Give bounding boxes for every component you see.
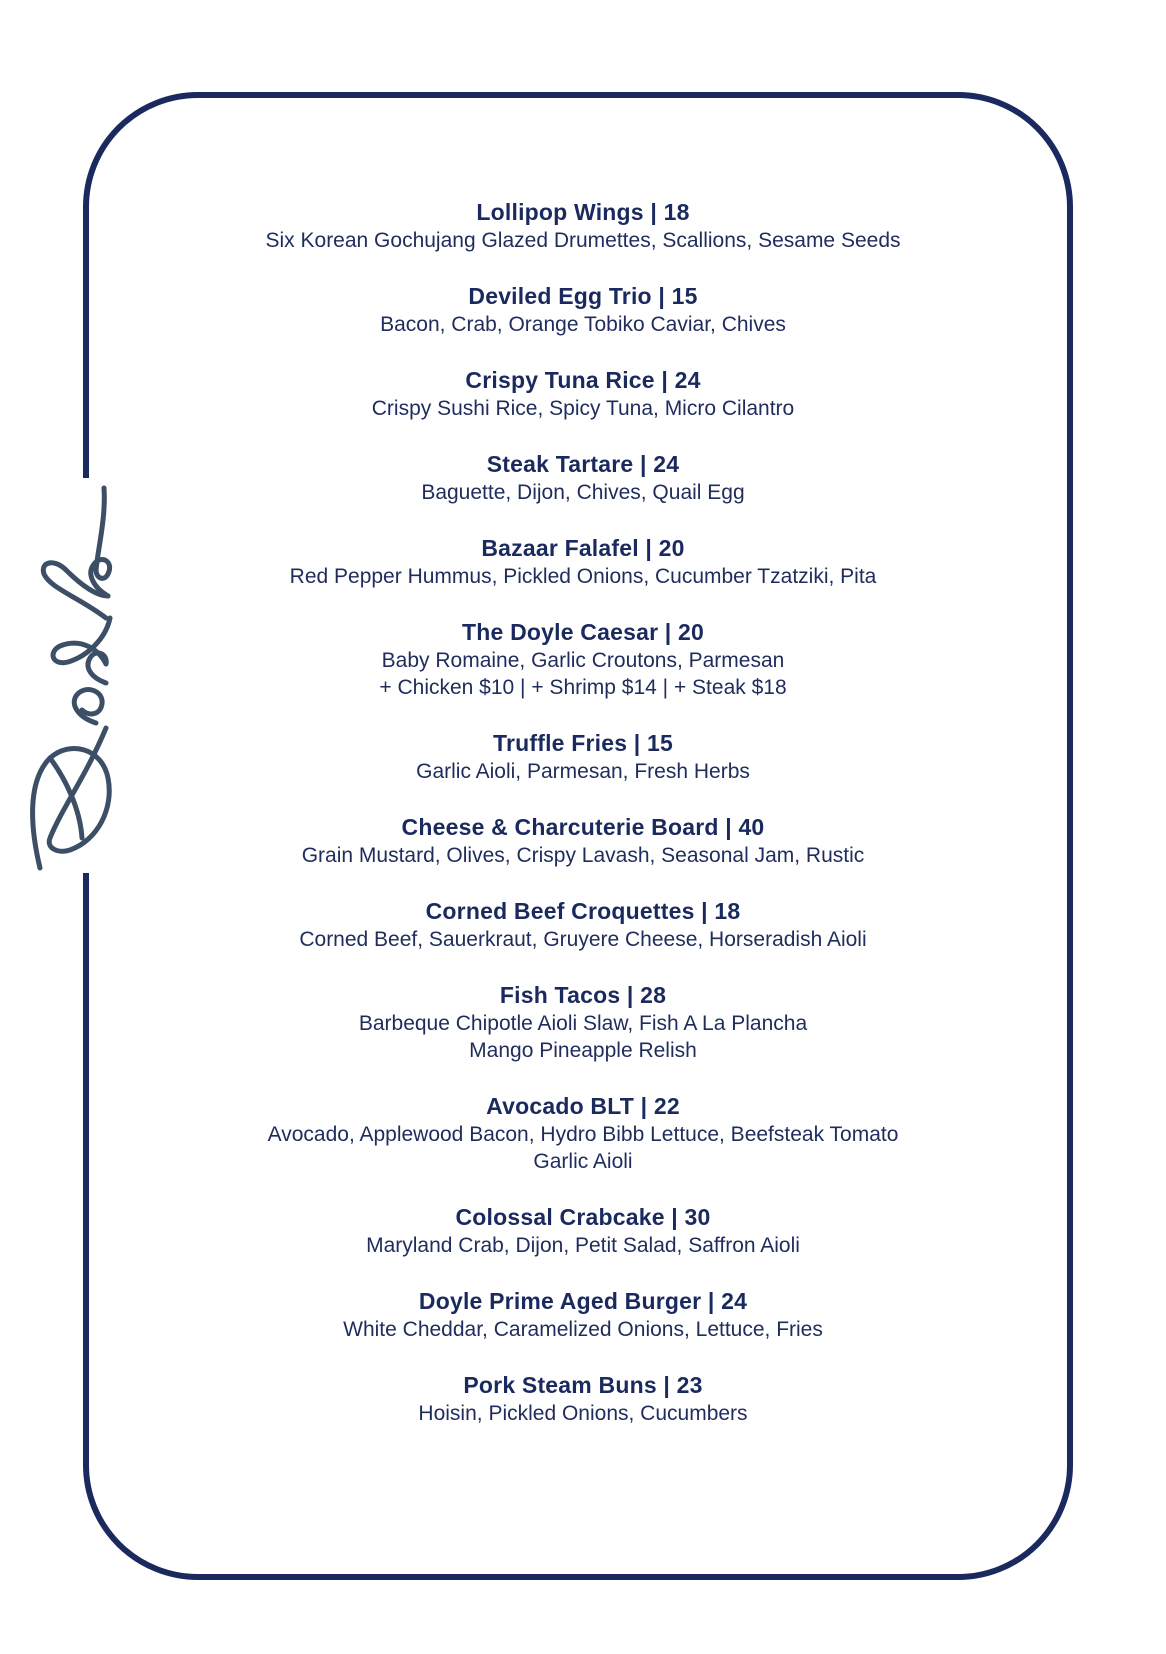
menu-item-title: Truffle Fries | 15 [492,730,674,756]
menu-item-title: Colossal Crabcake | 30 [455,1204,711,1230]
menu-item-description: Grain Mustard, Olives, Crispy Lavash, Seasonal Jam, Rustic [301,844,865,867]
menu-item-lollipop-wings [150,198,1016,282]
menu-item-pork-steam-buns [150,1371,1016,1455]
menu-item-title: Cheese & Charcuterie Board | 40 [401,814,765,840]
menu-item-title: Doyle Prime Aged Burger | 24 [418,1288,748,1314]
menu-list [150,198,1016,1455]
menu-item-addons: + Chicken $10 | + Shrimp $14 | + Steak $18 [379,676,787,699]
menu-item-truffle-fries [150,729,1016,813]
menu-item-corned-beef-croquettes [150,897,1016,981]
menu-item-description: Baby Romaine, Garlic Croutons, Parmesan [381,649,785,672]
menu-item-description: Corned Beef, Sauerkraut, Gruyere Cheese, Horseradish Aioli [299,928,867,951]
menu-item-description: Maryland Crab, Dijon, Petit Salad, Saffron Aioli [366,1234,800,1257]
menu-item-doyle-prime-burger [150,1287,1016,1371]
menu-item-description: Crispy Sushi Rice, Spicy Tuna, Micro Cilantro [371,397,795,420]
menu-item-cheese-charcuterie [150,813,1016,897]
menu-item-title: Bazaar Falafel | 20 [481,535,685,561]
menu-item-title: Fish Tacos | 28 [499,982,667,1008]
menu-item-description: Hoisin, Pickled Onions, Cucumbers [418,1402,748,1425]
menu-item-description: Garlic Aioli, Parmesan, Fresh Herbs [416,760,750,783]
menu-item-fish-tacos [150,981,1016,1092]
menu-item-description: Six Korean Gochujang Glazed Drumettes, Scallions, Sesame Seeds [265,229,901,252]
menu-item-title: Crispy Tuna Rice | 24 [465,367,701,393]
menu-item-description: Red Pepper Hummus, Pickled Onions, Cucumber Tzatziki, Pita [289,565,877,588]
menu-item-title: Avocado BLT | 22 [486,1093,680,1119]
menu-item-doyle-caesar [150,618,1016,729]
menu-item-colossal-crabcake [150,1203,1016,1287]
menu-item-title: Lollipop Wings | 18 [476,199,690,225]
menu-item-avocado-blt [150,1092,1016,1203]
menu-item-description: Barbeque Chipotle Aioli Slaw, Fish A La Plancha [358,1012,808,1035]
menu-item-title: Corned Beef Croquettes | 18 [425,898,741,924]
menu-item-steak-tartare [150,450,1016,534]
menu-item-description-line-2: Mango Pineapple Relish [469,1039,697,1062]
menu-item-description: White Cheddar, Caramelized Onions, Lettuce, Fries [343,1318,823,1341]
menu-item-description: Baguette, Dijon, Chives, Quail Egg [421,481,745,504]
menu-item-description: Avocado, Applewood Bacon, Hydro Bibb Lettuce, Beefsteak Tomato [267,1123,899,1146]
menu-item-description: Bacon, Crab, Orange Tobiko Caviar, Chives [380,313,786,336]
menu-item-title: The Doyle Caesar | 20 [461,619,705,645]
menu-item-description-line-2: Garlic Aioli [533,1150,633,1173]
menu-item-title: Pork Steam Buns | 23 [463,1372,703,1398]
menu-item-deviled-egg-trio [150,282,1016,366]
menu-item-crispy-tuna-rice [150,366,1016,450]
menu-item-title: Steak Tartare | 24 [486,451,680,477]
menu-item-title: Deviled Egg Trio | 15 [468,283,698,309]
doyle-script-logo [10,478,130,873]
menu-item-bazaar-falafel [150,534,1016,618]
